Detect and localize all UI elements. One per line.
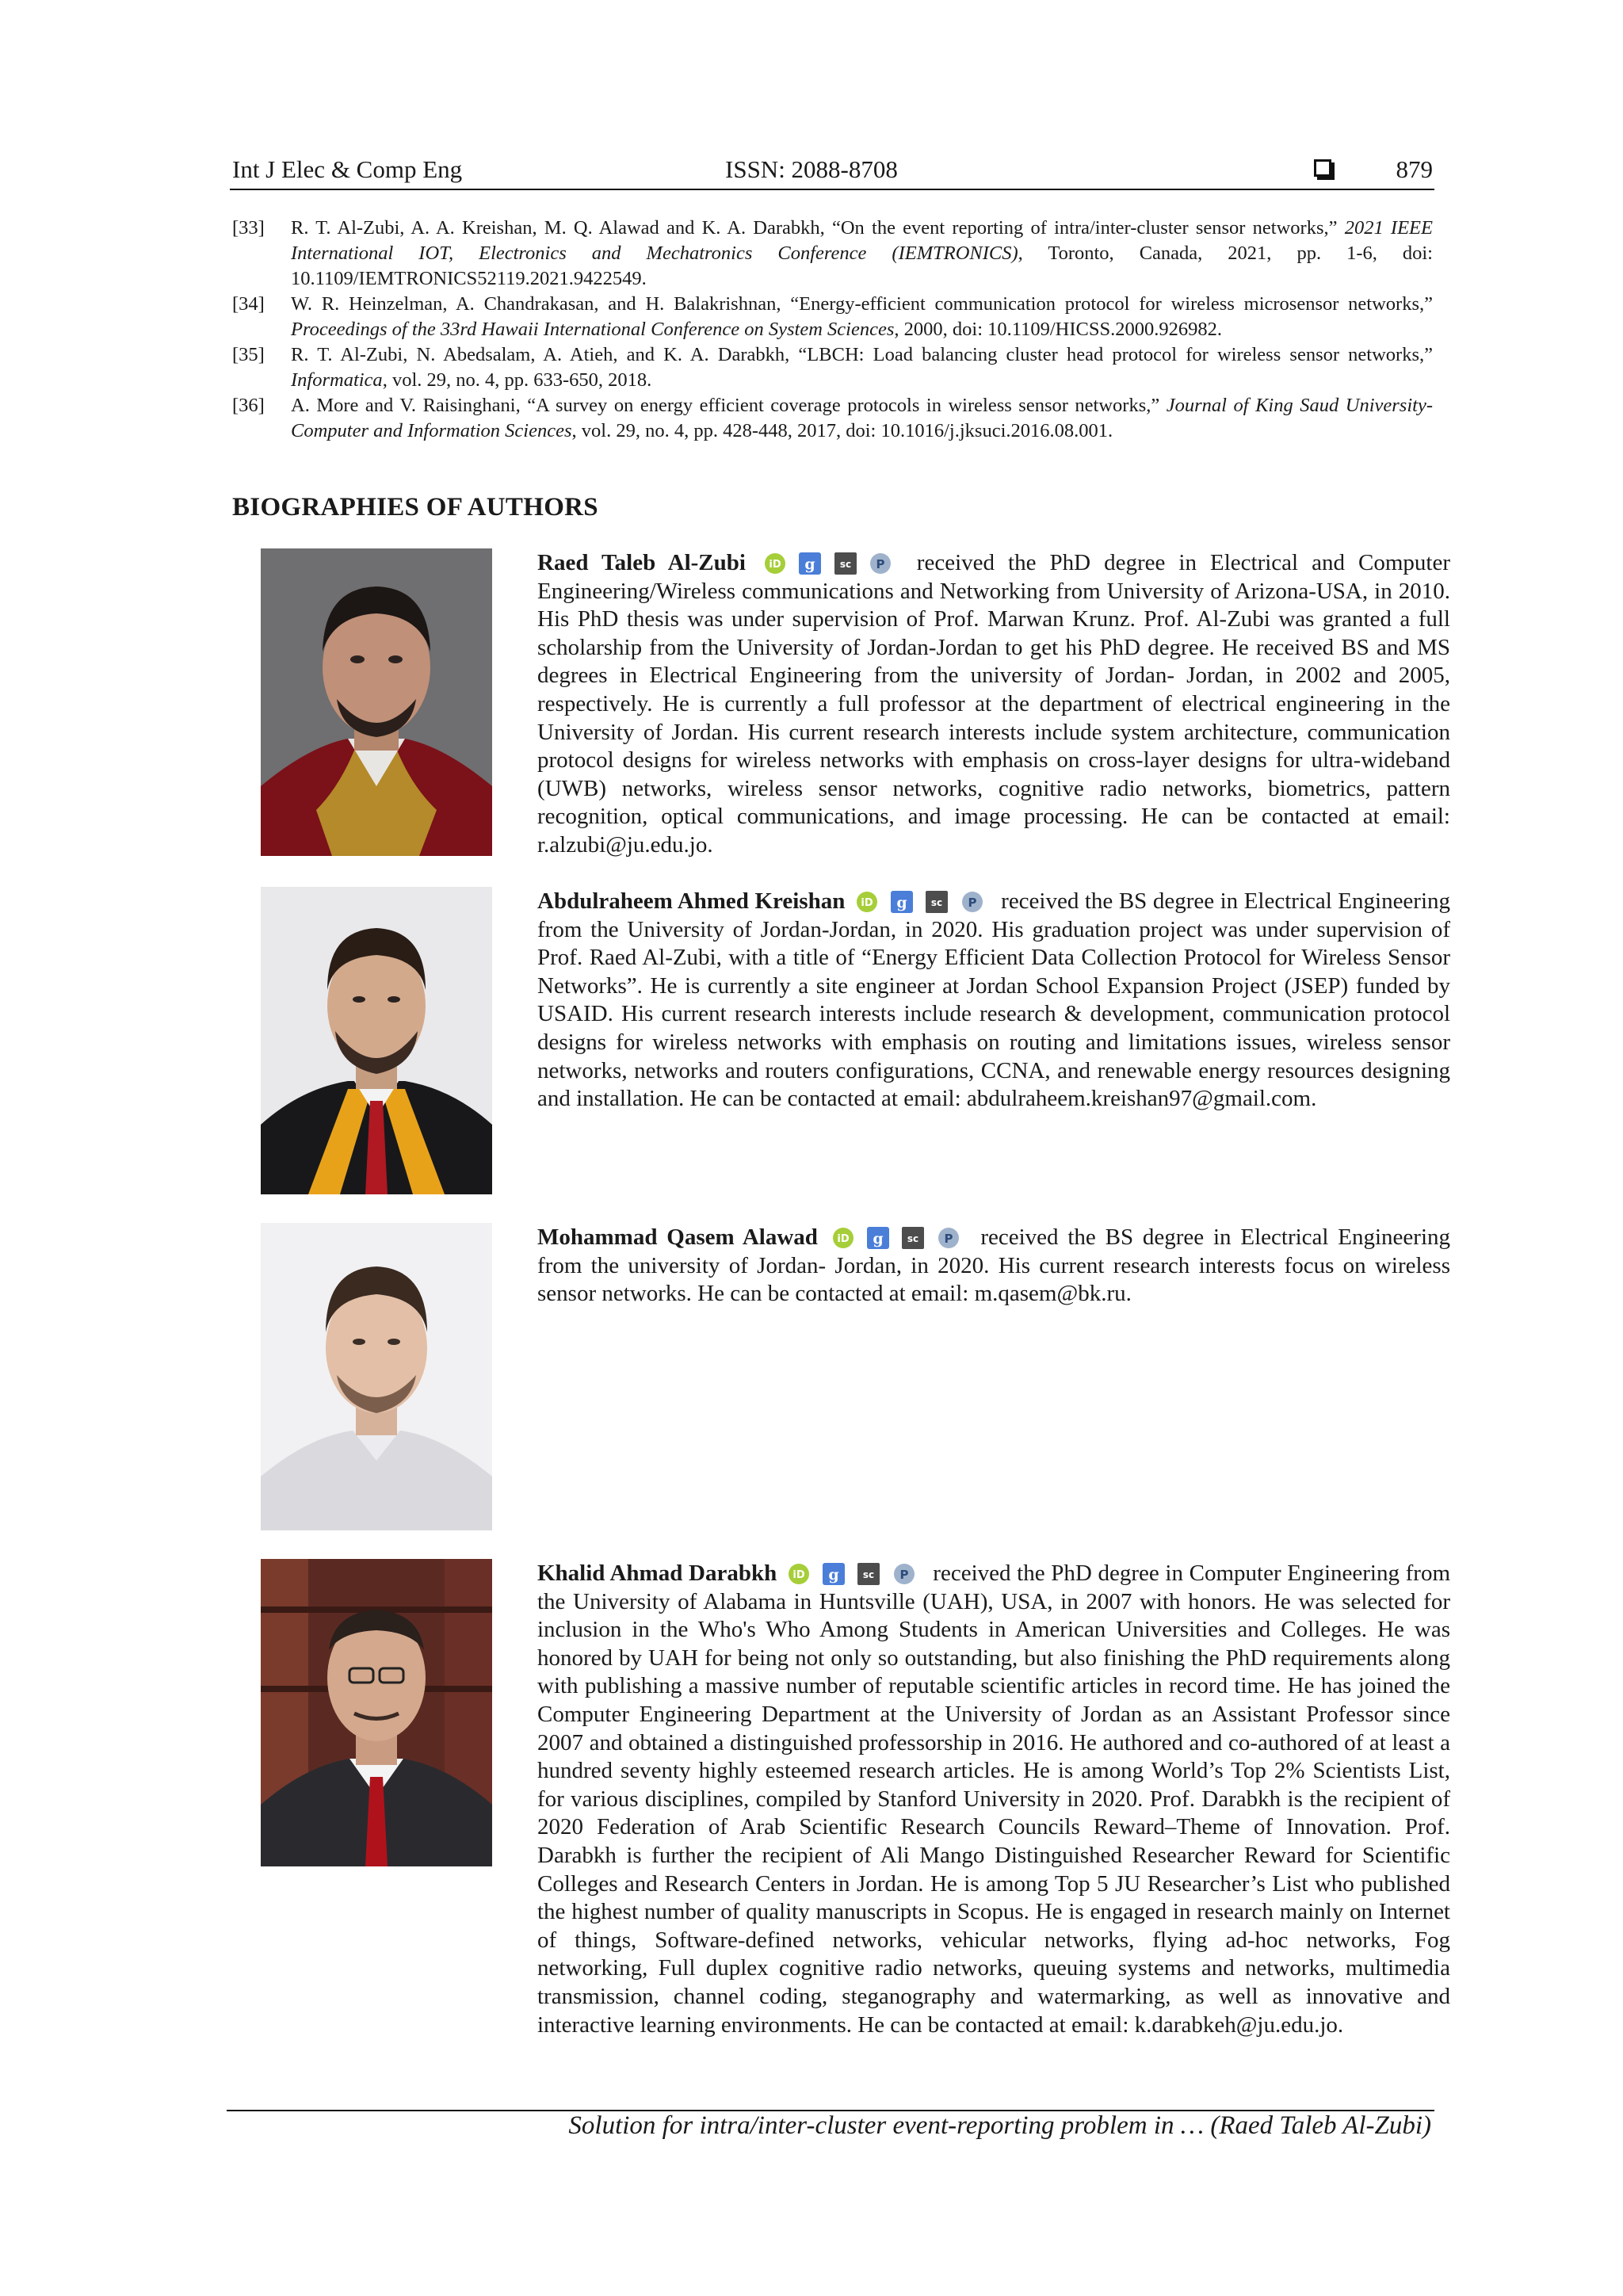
- author-bio-text: [537, 1559, 1450, 2039]
- publons-icon[interactable]: [869, 552, 892, 575]
- reference-authors-title: W. R. Heinzelman, A. Chandrakasan, and H. Balakrishnan, “Energy-efficient communication protocol for wireless microsensor networks,”: [291, 293, 1433, 315]
- section-heading: BIOGRAPHIES OF AUTHORS: [232, 493, 598, 521]
- svg-text:g: g: [896, 894, 907, 912]
- orcid-icon[interactable]: [832, 1227, 854, 1249]
- svg-text:P: P: [876, 557, 885, 572]
- svg-text:iD: iD: [769, 559, 781, 571]
- reference-list: [232, 216, 1433, 444]
- reference-venue: Informatica: [291, 369, 383, 391]
- header-rule: [230, 189, 1434, 190]
- reference-number: [33]: [232, 217, 265, 239]
- publons-icon[interactable]: [893, 1563, 915, 1585]
- svg-text:iD: iD: [792, 1569, 805, 1582]
- orcid-icon[interactable]: [764, 552, 786, 575]
- reference-authors-title: A. More and V. Raisinghani, “A survey on energy efficient coverage protocols in wireless sensor networks,”: [291, 395, 1167, 416]
- reference-number: [36]: [232, 395, 265, 416]
- publons-icon[interactable]: [938, 1227, 960, 1249]
- scopus-icon[interactable]: [926, 891, 948, 913]
- author-name: Mohammad Qasem Alawad: [537, 1224, 818, 1250]
- author-photo: [261, 887, 492, 1194]
- orcid-icon[interactable]: [856, 891, 878, 913]
- author-bio-text: [537, 548, 1450, 860]
- svg-text:iD: iD: [861, 897, 873, 910]
- author-photo: [261, 1559, 492, 1866]
- scopus-icon[interactable]: [902, 1227, 924, 1249]
- publons-icon[interactable]: [961, 891, 983, 913]
- author-name: Raed Taleb Al-Zubi: [537, 550, 746, 575]
- google-scholar-icon[interactable]: [867, 1227, 889, 1249]
- svg-text:P: P: [944, 1232, 953, 1247]
- running-header: [232, 155, 1433, 190]
- profile-badges: [856, 887, 991, 915]
- orcid-icon[interactable]: [788, 1563, 810, 1585]
- reference-details: , vol. 29, no. 4, pp. 428-448, 2017, doi: 10.1016/j.jksuci.2016.08.001.: [571, 420, 1113, 441]
- svg-text:sc: sc: [907, 1233, 919, 1245]
- svg-text:P: P: [968, 896, 977, 911]
- author-biography: received the BS degree in Electrical Engineering from the university of Jordan- Jordan, in 2020. His current research interests focus on wireless sensor networks. He can be contacted at email: m.qasem@bk.ru.: [537, 1224, 1451, 1307]
- page-number: 879: [1396, 155, 1433, 183]
- google-scholar-icon[interactable]: [891, 891, 913, 913]
- reference-venue: 2021 IEEE International IOT, Electronics and Mechatronics Conference (IEMTRONICS),: [291, 217, 1433, 264]
- svg-text:sc: sc: [863, 1569, 875, 1581]
- reference-venue: Journal of King Saud University-Computer and Information Sciences: [291, 395, 1433, 441]
- author-bio-text: [537, 1223, 1450, 1308]
- square-bullet-icon: [1314, 159, 1331, 177]
- author-biography: received the PhD degree in Electrical and Computer Engineering/Wireless communications and Networking from University of Arizona-USA, in 2010. His PhD thesis was under supervision of Prof. Marwan Krunz. Prof. Al-Zubi was granted a full scholarship from the University of Jordan-Jordan to get his PhD degree. He received BS and MS degrees in Electrical Engineering from the university of Jordan- Jordan, in 2002 and 2005, respectively. He is currently a full professor at the department of electrical engineering in the University of Jordan. His current research interests include system architecture, communication protocol designs for wireless networks with emphasis on cross-layer designs for ultra-wideband (UWB) networks, wireless sensor networks, cognitive radio networks, biometrics, pattern recognition, optical communications, and image processing. He can be contacted at email: r.alzubi@ju.edu.jo.: [537, 550, 1451, 858]
- reference-item: [232, 292, 1433, 342]
- author-biography: received the BS degree in Electrical Engineering from the University of Jordan-Jordan, in 2020. His graduation project was under supervision of Prof. Raed Al-Zubi, with a title of “Energy Efficient Data Collection Protocol for Wireless Sensor Networks”. He is currently a site engineer at Jordan School Expansion Project (JSEP) funded by USAID. His current research interests include research & development, communication protocol designs for wireless networks with emphasis on routing and limitations issues, wireless sensor networks, networks and routers configurations, CCNA, and renewable energy resources designing and installation. He can be contacted at email: abdulraheem.kreishan97@gmail.com.: [537, 888, 1451, 1112]
- profile-badges: [832, 1223, 967, 1251]
- svg-text:g: g: [804, 556, 815, 574]
- profile-badges: [764, 548, 899, 577]
- reference-details: , vol. 29, no. 4, pp. 633-650, 2018.: [382, 369, 652, 391]
- author-photo: [261, 548, 492, 856]
- profile-badges: [788, 1559, 922, 1587]
- author-biography: received the PhD degree in Computer Engineering from the University of Alabama in Huntsville (UAH), USA, in 2007 with honors. He was selected for inclusion in the Who's Who Among Students in American Universities and Colleges. He was honored by UAH for being not only so outstanding, but also finishing the PhD requirements along with publishing a massive number of reputable scientific articles in record time. He has joined the Computer Engineering Department at the University of Jordan as an Assistant Professor since 2007 and obtained a distinguished professorship in 2016. He authored and co-authored of at least a hundred seventy highly esteemed research articles. He is among World’s Top 2% Scientists List, for various disciplines, compiled by Stanford University in 2020. Prof. Darabkh is the recipient of 2020 Federation of Arab Scientific Research Councils Reward–Theme of Innovation. Prof. Darabkh is further the recipient of Ali Mango Distinguished Researcher Reward for Scientific Colleges and Research Centers in Jordan. He is among Top 5 JU Researcher’s List who published the highest number of quality manuscripts in Scopus. He is engaged in research mainly on Internet of things, Software-defined networks, vehicular networks, flying ad-hoc networks, Fog networking, Full duplex cognitive radio networks, queuing systems and networks, multimedia transmission, channel coding, steganography and watermarking, as well as innovative and interactive learning environments. He can be contacted at email: k.darabkeh@ju.edu.jo.: [537, 1561, 1451, 2038]
- reference-item: [232, 393, 1433, 444]
- author-name: Abdulraheem Ahmed Kreishan: [537, 888, 846, 914]
- svg-text:iD: iD: [837, 1233, 850, 1246]
- reference-authors-title: R. T. Al-Zubi, A. A. Kreishan, M. Q. Alawad and K. A. Darabkh, “On the event reporting of intra/inter-cluster sensor networks,”: [291, 217, 1345, 239]
- journal-name: Int J Elec & Comp Eng: [232, 155, 463, 183]
- reference-number: [34]: [232, 293, 265, 315]
- google-scholar-icon[interactable]: [823, 1563, 845, 1585]
- issn: ISSN: 2088-8708: [725, 155, 898, 183]
- svg-text:P: P: [899, 1568, 909, 1583]
- reference-details: , 2000, doi: 10.1109/HICSS.2000.926982.: [894, 319, 1222, 340]
- svg-text:g: g: [828, 1566, 839, 1584]
- author-bio-text: [537, 887, 1450, 1114]
- reference-item: [232, 342, 1433, 393]
- scopus-icon[interactable]: [857, 1563, 880, 1585]
- svg-text:sc: sc: [931, 897, 943, 909]
- svg-text:sc: sc: [839, 559, 851, 571]
- reference-number: [35]: [232, 344, 265, 365]
- reference-details: Toronto, Canada, 2021, pp. 1-6, doi: 10.1109/IEMTRONICS52119.2021.9422549.: [291, 243, 1433, 289]
- author-photo: [261, 1223, 492, 1530]
- google-scholar-icon[interactable]: [799, 552, 821, 575]
- running-footer-title: Solution for intra/inter-cluster event-reporting problem in … (Raed Taleb Al-Zubi): [568, 2111, 1431, 2140]
- svg-text:g: g: [873, 1230, 884, 1248]
- scopus-icon[interactable]: [834, 552, 857, 575]
- author-name: Khalid Ahmad Darabkh: [537, 1561, 777, 1586]
- reference-authors-title: R. T. Al-Zubi, N. Abedsalam, A. Atieh, and K. A. Darabkh, “LBCH: Load balancing cluster head protocol for wireless sensor networks,”: [291, 344, 1433, 365]
- reference-venue: Proceedings of the 33rd Hawaii International Conference on System Sciences: [291, 319, 895, 340]
- reference-item: [232, 216, 1433, 292]
